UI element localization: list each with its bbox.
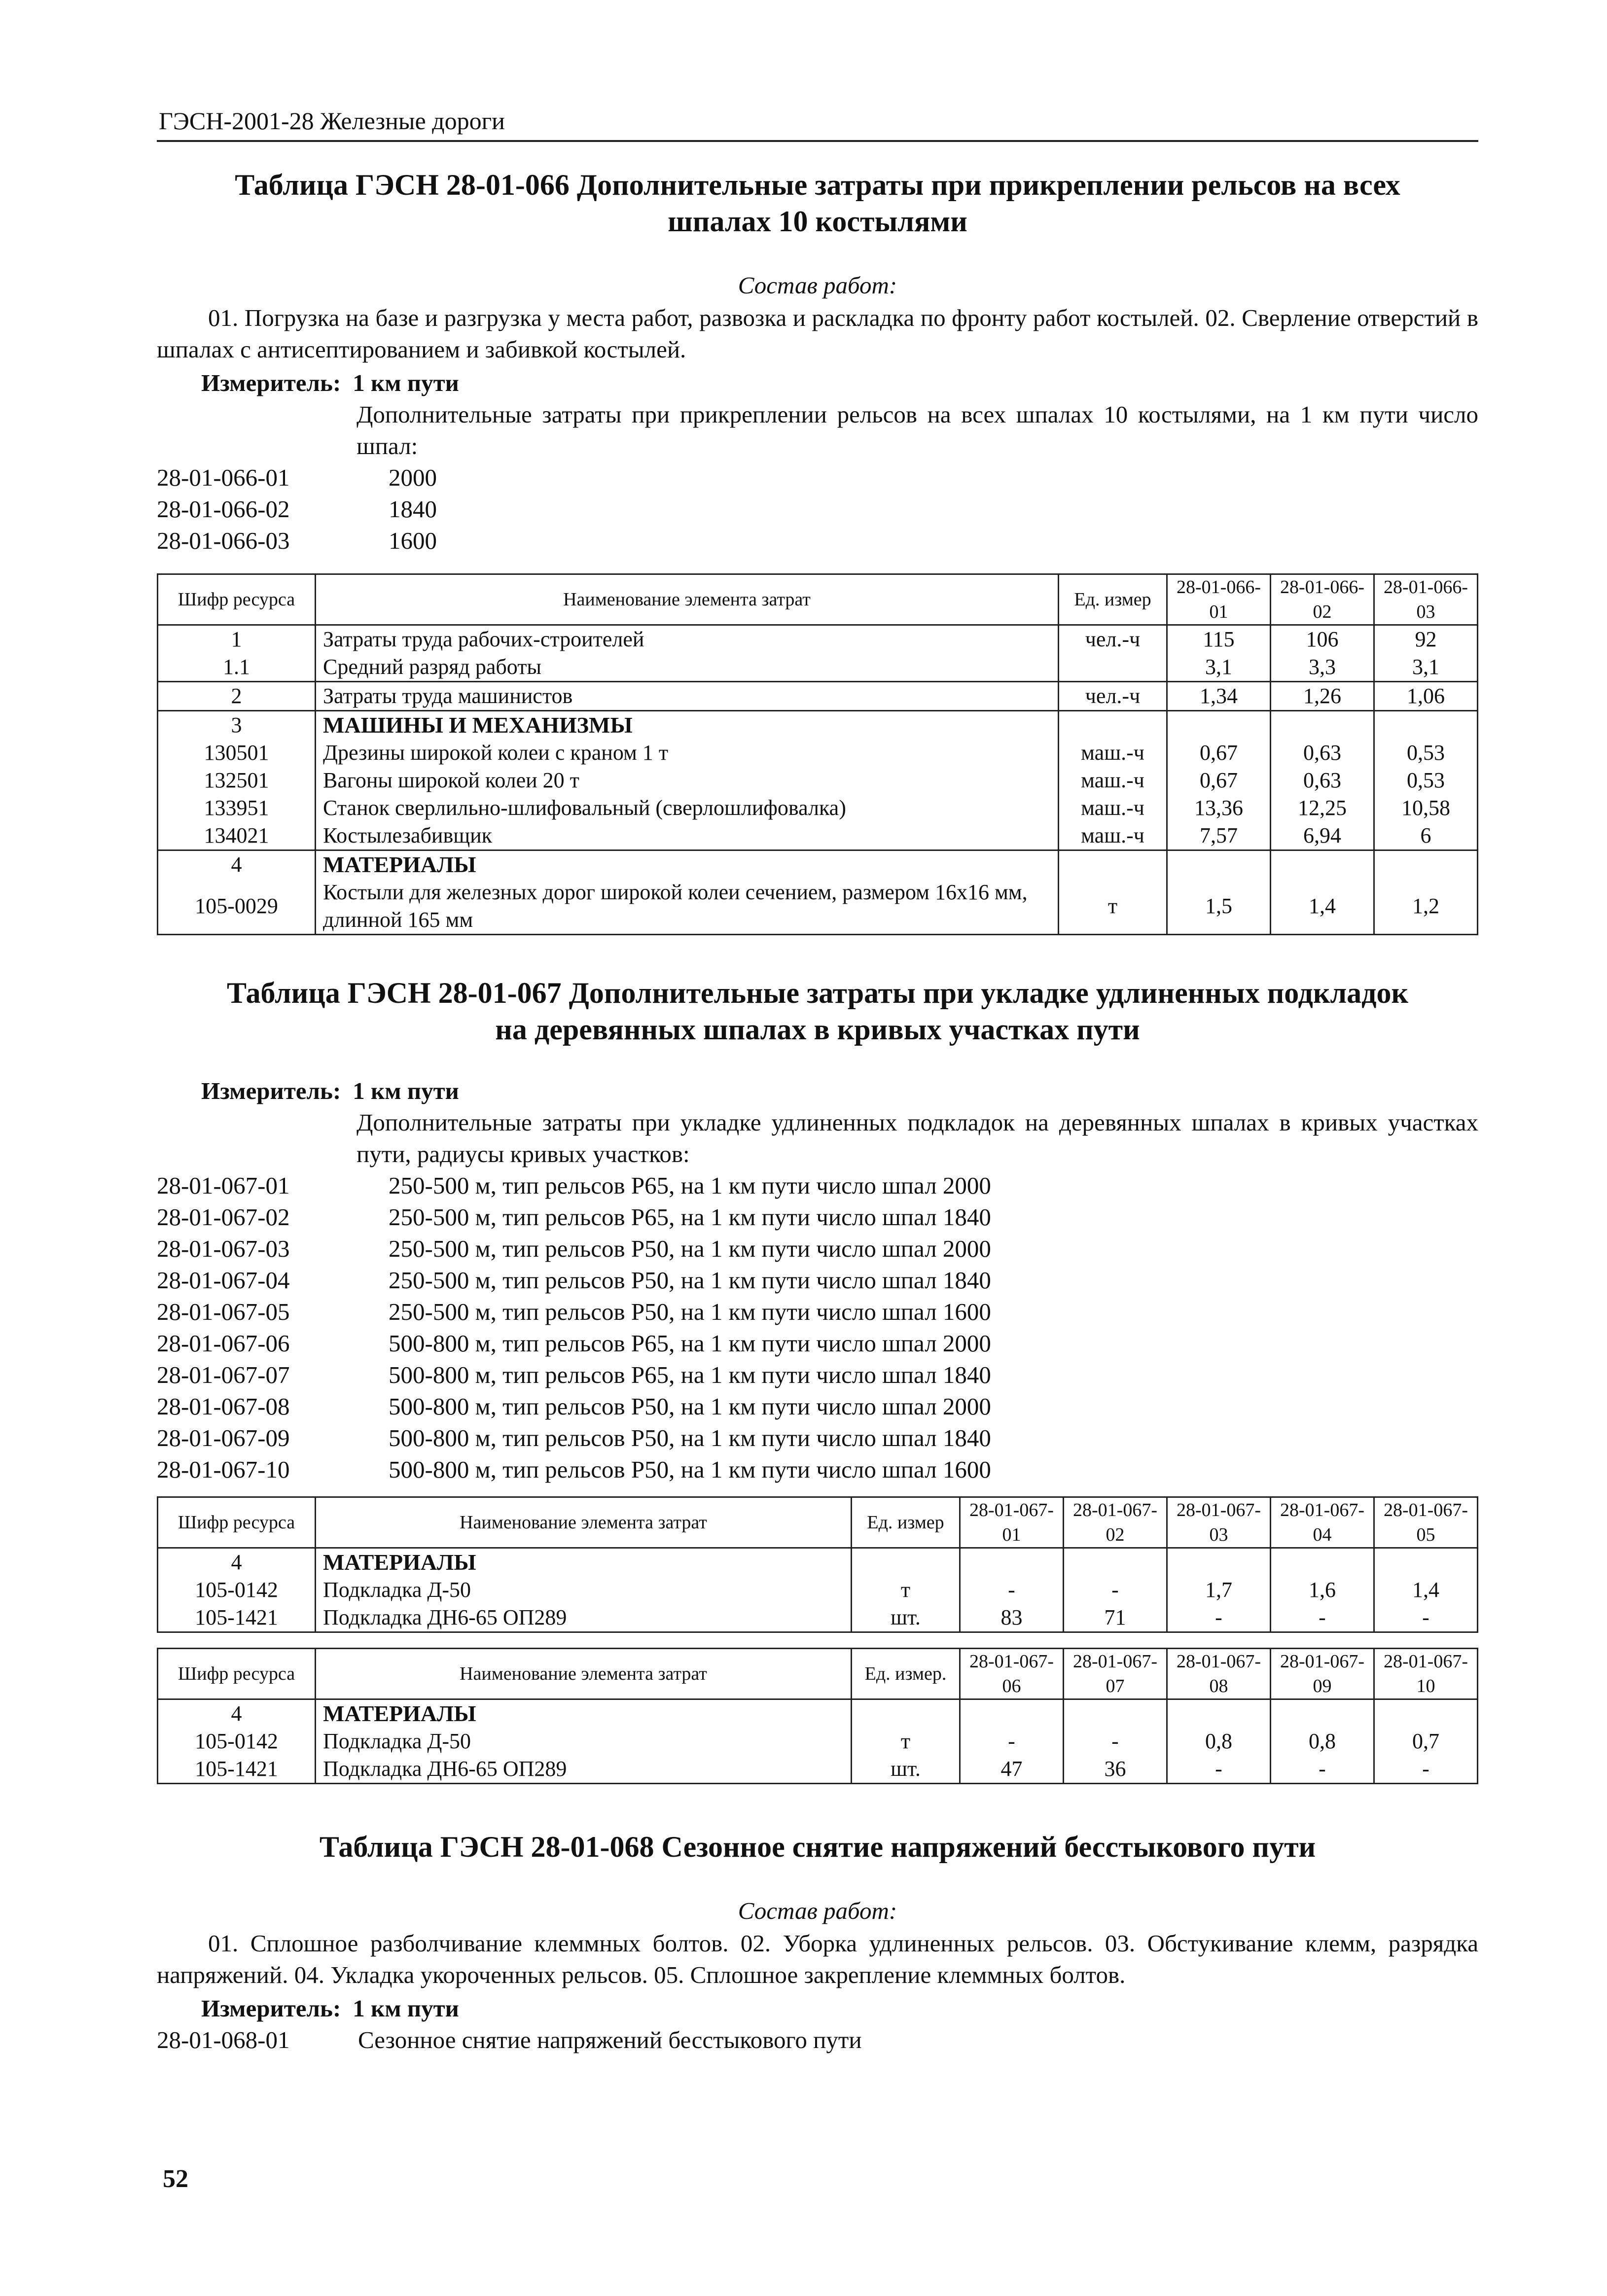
cell-norm-value: 71	[1064, 1604, 1167, 1632]
resource-table-067-a	[157, 1496, 1478, 1633]
cell-norm-value	[1167, 1548, 1271, 1577]
norm-value: 500-800 м, тип рельсов Р65, на 1 км пути число шпал 2000	[389, 1330, 991, 1357]
cell-norm-value: 13,36	[1167, 794, 1271, 822]
cell-norm-value: 0,8	[1271, 1728, 1374, 1755]
norm-value: 250-500 м, тип рельсов Р65, на 1 км пути число шпал 1840	[389, 1203, 991, 1231]
table-header-row	[158, 574, 1478, 625]
cell-resource-code: 130501	[158, 739, 316, 767]
norm-code: 28-01-067-10	[157, 1456, 290, 1483]
cell-norm-value: 0,53	[1374, 739, 1478, 767]
col-header-name: Наименование элемента затрат	[316, 1649, 852, 1699]
table-067-title	[157, 975, 1478, 1048]
cell-norm-value: 0,8	[1167, 1728, 1271, 1755]
table-068-title: Таблица ГЭСН 28-01-068 Сезонное снятие напряжений бесстыкового пути	[319, 1831, 1316, 1863]
cell-norm-value: -	[1271, 1755, 1374, 1784]
norm-code: 28-01-068-01	[157, 2026, 290, 2053]
table-066-title	[157, 167, 1478, 240]
cell-norm-value: 6,94	[1271, 822, 1374, 850]
norm-value: 250-500 м, тип рельсов Р50, на 1 км пути число шпал 2000	[389, 1235, 991, 1262]
cell-norm-value: 115	[1167, 625, 1271, 654]
cell-norm-value: 0,67	[1167, 739, 1271, 767]
col-header-norm: 28-01-067-02	[1064, 1497, 1167, 1548]
page-number: 52	[163, 2165, 188, 2193]
norm-code-row	[157, 1265, 1478, 1296]
norm-code: 28-01-067-05	[157, 1298, 290, 1325]
cell-norm-value	[1374, 711, 1478, 740]
cell-unit: маш.-ч	[1059, 767, 1167, 794]
resource-table-067-b	[157, 1648, 1478, 1784]
cell-element-name: МАТЕРИАЛЫ	[316, 1548, 852, 1577]
cell-resource-code: 1	[158, 625, 316, 654]
norm-description: Дополнительные затраты при прикреплении рельсов на всех шпалах 10 костылями, на 1 км пути число шпал:	[357, 401, 1478, 459]
cell-norm-value: -	[1374, 1604, 1478, 1632]
norm-value: 500-800 м, тип рельсов Р50, на 1 км пути число шпал 2000	[389, 1393, 991, 1420]
cell-resource-code: 2	[158, 682, 316, 711]
cell-unit	[1059, 850, 1167, 879]
cell-norm-value: -	[960, 1576, 1064, 1604]
cell-resource-code: 134021	[158, 822, 316, 850]
cell-norm-value: 0,67	[1167, 767, 1271, 794]
cell-norm-value: 47	[960, 1755, 1064, 1784]
table-header-row	[158, 1649, 1478, 1699]
cell-norm-value: 0,53	[1374, 767, 1478, 794]
cell-unit	[1059, 653, 1167, 682]
cell-norm-value: 3,3	[1271, 653, 1374, 682]
cell-resource-code: 105-0029	[158, 879, 316, 935]
cell-norm-value: 1,34	[1167, 682, 1271, 711]
cell-resource-code: 105-0142	[158, 1576, 316, 1604]
table-row	[158, 1576, 1478, 1604]
cell-norm-value	[1064, 1548, 1167, 1577]
cell-norm-value: 1,7	[1167, 1576, 1271, 1604]
col-header-norm: 28-01-066-02	[1271, 574, 1374, 625]
title-line: Таблица ГЭСН 28-01-066 Дополнительные затраты при прикреплении рельсов на всех	[235, 169, 1400, 201]
cell-unit: чел.-ч	[1059, 682, 1167, 711]
work-composition-text: 01. Погрузка на базе и разгрузка у места работ, развозка и раскладка по фронту работ костылей. 02. Сверление отверстий в шпалах с антисептированием и забивкой костылей.	[157, 304, 1478, 363]
title-line: Таблица ГЭСН 28-01-067 Дополнительные затраты при укладке удлиненных подкладок	[226, 977, 1409, 1009]
cell-unit: т	[852, 1576, 960, 1604]
cell-resource-code: 4	[158, 1548, 316, 1577]
col-header-name: Наименование элемента затрат	[316, 1497, 852, 1548]
cell-norm-value: 1,2	[1374, 879, 1478, 935]
cell-norm-value	[1064, 1699, 1167, 1728]
work-composition-text: 01. Сплошное разболчивание клеммных болтов. 02. Уборка удлиненных рельсов. 03. Обстукивание клемм, разрядка напряжений. 04. Укладка укороченных рельсов. 05. Сплошное закрепление клеммных болтов.	[157, 1930, 1478, 1988]
norm-code-row	[157, 1170, 1478, 1201]
norm-code-row	[157, 525, 1478, 557]
norm-code-row	[157, 1359, 1478, 1391]
cell-unit	[852, 1699, 960, 1728]
cell-unit	[852, 1548, 960, 1577]
cell-norm-value	[1167, 850, 1271, 879]
cell-norm-value: 10,58	[1374, 794, 1478, 822]
cell-unit: чел.-ч	[1059, 625, 1167, 654]
norm-value: 2000	[389, 464, 437, 491]
col-header-unit: Ед. измер	[1059, 574, 1167, 625]
col-header-code: Шифр ресурса	[158, 574, 316, 625]
cell-norm-value: 92	[1374, 625, 1478, 654]
cell-norm-value: 1,6	[1271, 1576, 1374, 1604]
norm-value: Сезонное снятие напряжений бесстыкового пути	[358, 2026, 862, 2053]
cell-norm-value: -	[1167, 1755, 1271, 1784]
unit-value: 1 км пути	[353, 1077, 459, 1104]
unit-of-measure	[157, 1075, 1478, 1107]
unit-label: Измеритель:	[201, 369, 341, 396]
cell-norm-value: 6	[1374, 822, 1478, 850]
norm-code-list	[157, 2024, 1478, 2056]
cell-norm-value: 83	[960, 1604, 1064, 1632]
table-header-row	[158, 1497, 1478, 1548]
table-row	[158, 1755, 1478, 1784]
cell-element-name: Подкладка Д-50	[316, 1576, 852, 1604]
norm-code-list	[157, 1170, 1478, 1485]
col-header-norm: 28-01-067-08	[1167, 1649, 1271, 1699]
cell-resource-code: 105-1421	[158, 1604, 316, 1632]
cell-unit: маш.-ч	[1059, 794, 1167, 822]
cell-norm-value: 1,4	[1374, 1576, 1478, 1604]
unit-label: Измеритель:	[201, 1995, 341, 2022]
cell-element-name: Затраты труда рабочих-строителей	[316, 625, 1059, 654]
cell-element-name: МАТЕРИАЛЫ	[316, 850, 1059, 879]
cell-unit: маш.-ч	[1059, 739, 1167, 767]
cell-resource-code: 105-1421	[158, 1755, 316, 1784]
cell-norm-value: -	[1064, 1576, 1167, 1604]
cell-element-name: Средний разряд работы	[316, 653, 1059, 682]
norm-code-row	[157, 1454, 1478, 1485]
work-composition-label: Состав работ:	[738, 272, 897, 299]
table-row	[158, 1548, 1478, 1577]
cell-element-name: Дрезины широкой колеи с краном 1 т	[316, 739, 1059, 767]
norm-code-row	[157, 1422, 1478, 1454]
norm-code: 28-01-067-09	[157, 1424, 290, 1451]
norm-value: 500-800 м, тип рельсов Р50, на 1 км пути число шпал 1840	[389, 1424, 991, 1451]
col-header-norm: 28-01-067-01	[960, 1497, 1064, 1548]
col-header-norm: 28-01-067-10	[1374, 1649, 1478, 1699]
norm-code: 28-01-067-06	[157, 1330, 290, 1357]
cell-norm-value	[1374, 1548, 1478, 1577]
col-header-norm: 28-01-067-07	[1064, 1649, 1167, 1699]
table-row	[158, 794, 1478, 822]
norm-value: 250-500 м, тип рельсов Р65, на 1 км пути число шпал 2000	[389, 1172, 991, 1199]
cell-resource-code: 132501	[158, 767, 316, 794]
cell-norm-value	[1271, 1548, 1374, 1577]
cell-norm-value: -	[1374, 1755, 1478, 1784]
table-row	[158, 1728, 1478, 1755]
cell-unit	[1059, 711, 1167, 740]
cell-element-name: Костылезабивщик	[316, 822, 1059, 850]
cell-norm-value: 0,63	[1271, 767, 1374, 794]
norm-code: 28-01-067-08	[157, 1393, 290, 1420]
cell-element-name: Подкладка ДН6-65 ОП289	[316, 1604, 852, 1632]
work-composition-label: Состав работ:	[738, 1897, 897, 1924]
cell-resource-code: 4	[158, 1699, 316, 1728]
norm-value: 250-500 м, тип рельсов Р50, на 1 км пути число шпал 1600	[389, 1298, 991, 1325]
norm-code: 28-01-067-03	[157, 1235, 290, 1262]
unit-value: 1 км пути	[353, 369, 459, 396]
table-row	[158, 850, 1478, 879]
cell-element-name: Станок сверлильно-шлифовальный (сверлошлифовалка)	[316, 794, 1059, 822]
norm-code-row	[157, 2024, 1478, 2056]
cell-element-name: Вагоны широкой колеи 20 т	[316, 767, 1059, 794]
col-header-norm: 28-01-067-04	[1271, 1497, 1374, 1548]
cell-unit: маш.-ч	[1059, 822, 1167, 850]
table-row	[158, 625, 1478, 654]
norm-code: 28-01-066-03	[157, 527, 290, 554]
table-row	[158, 739, 1478, 767]
running-header: ГЭСН-2001-28 Железные дороги	[159, 107, 505, 135]
cell-unit: шт.	[852, 1604, 960, 1632]
cell-norm-value: 3,1	[1167, 653, 1271, 682]
cell-norm-value: -	[1064, 1728, 1167, 1755]
cell-norm-value: 7,57	[1167, 822, 1271, 850]
norm-value: 1600	[389, 527, 437, 554]
norm-code-row	[157, 1391, 1478, 1422]
cell-norm-value	[1374, 1699, 1478, 1728]
norm-code-row	[157, 494, 1478, 525]
cell-norm-value: 0,7	[1374, 1728, 1478, 1755]
table-row	[158, 653, 1478, 682]
norm-code-row	[157, 1328, 1478, 1359]
cell-norm-value: 0,63	[1271, 739, 1374, 767]
norm-value: 500-800 м, тип рельсов Р50, на 1 км пути число шпал 1600	[389, 1456, 991, 1483]
table-row	[158, 822, 1478, 850]
col-header-norm: 28-01-066-03	[1374, 574, 1478, 625]
cell-norm-value: 3,1	[1374, 653, 1478, 682]
cell-resource-code: 133951	[158, 794, 316, 822]
unit-of-measure	[157, 1993, 1478, 2024]
cell-element-name: Костыли для железных дорог широкой колеи сечением, размером 16х16 мм, длинной 165 мм	[316, 879, 1059, 935]
cell-norm-value: -	[1167, 1604, 1271, 1632]
norm-code: 28-01-066-02	[157, 495, 290, 523]
cell-norm-value	[1271, 1699, 1374, 1728]
col-header-code: Шифр ресурса	[158, 1497, 316, 1548]
cell-norm-value: -	[960, 1728, 1064, 1755]
cell-norm-value	[1271, 850, 1374, 879]
document-page	[157, 105, 1478, 2056]
cell-norm-value	[960, 1548, 1064, 1577]
cell-element-name: Подкладка Д-50	[316, 1728, 852, 1755]
norm-code-row	[157, 1201, 1478, 1233]
cell-norm-value	[960, 1699, 1064, 1728]
cell-element-name: Подкладка ДН6-65 ОП289	[316, 1755, 852, 1784]
col-header-unit: Ед. измер	[852, 1497, 960, 1548]
cell-norm-value	[1374, 850, 1478, 879]
cell-norm-value	[1167, 1699, 1271, 1728]
table-row	[158, 682, 1478, 711]
cell-unit: т	[852, 1728, 960, 1755]
cell-resource-code: 4	[158, 850, 316, 879]
norm-code: 28-01-066-01	[157, 464, 290, 491]
norm-code: 28-01-067-01	[157, 1172, 290, 1199]
col-header-name: Наименование элемента затрат	[316, 574, 1059, 625]
unit-label: Измеритель:	[201, 1077, 341, 1104]
cell-element-name: МАТЕРИАЛЫ	[316, 1699, 852, 1728]
col-header-unit: Ед. измер.	[852, 1649, 960, 1699]
norm-value: 250-500 м, тип рельсов Р50, на 1 км пути число шпал 1840	[389, 1267, 991, 1294]
cell-unit: шт.	[852, 1755, 960, 1784]
cell-element-name: МАШИНЫ И МЕХАНИЗМЫ	[316, 711, 1059, 740]
cell-norm-value: 36	[1064, 1755, 1167, 1784]
col-header-code: Шифр ресурса	[158, 1649, 316, 1699]
table-row	[158, 711, 1478, 740]
norm-code: 28-01-067-02	[157, 1203, 290, 1231]
title-line: на деревянных шпалах в кривых участках пути	[495, 1013, 1140, 1046]
cell-element-name: Затраты труда машинистов	[316, 682, 1059, 711]
norm-code-list	[157, 462, 1478, 557]
col-header-norm: 28-01-067-06	[960, 1649, 1064, 1699]
norm-code: 28-01-067-04	[157, 1267, 290, 1294]
cell-norm-value	[1167, 711, 1271, 740]
cell-norm-value: 1,5	[1167, 879, 1271, 935]
cell-unit: т	[1059, 879, 1167, 935]
cell-resource-code: 3	[158, 711, 316, 740]
table-row	[158, 1699, 1478, 1728]
cell-norm-value	[1271, 711, 1374, 740]
cell-norm-value: 106	[1271, 625, 1374, 654]
table-row	[158, 879, 1478, 935]
unit-value: 1 км пути	[353, 1995, 459, 2022]
cell-norm-value: 1,4	[1271, 879, 1374, 935]
table-row	[158, 1604, 1478, 1632]
unit-of-measure	[157, 367, 1478, 399]
norm-code: 28-01-067-07	[157, 1361, 290, 1388]
norm-value: 1840	[389, 495, 437, 523]
cell-norm-value: 1,06	[1374, 682, 1478, 711]
cell-resource-code: 1.1	[158, 653, 316, 682]
header-rule	[157, 140, 1478, 142]
resource-table-066	[157, 573, 1478, 935]
norm-code-row	[157, 1233, 1478, 1265]
cell-resource-code: 105-0142	[158, 1728, 316, 1755]
cell-norm-value: 12,25	[1271, 794, 1374, 822]
table-row	[158, 767, 1478, 794]
norm-description: Дополнительные затраты при укладке удлиненных подкладок на деревянных шпалах в кривых участках пути, радиусы кривых участков:	[357, 1109, 1478, 1167]
col-header-norm: 28-01-067-05	[1374, 1497, 1478, 1548]
norm-code-row	[157, 462, 1478, 494]
col-header-norm: 28-01-067-09	[1271, 1649, 1374, 1699]
norm-code-row	[157, 1296, 1478, 1328]
col-header-norm: 28-01-066-01	[1167, 574, 1271, 625]
cell-norm-value: 1,26	[1271, 682, 1374, 711]
cell-norm-value: -	[1271, 1604, 1374, 1632]
norm-value: 500-800 м, тип рельсов Р65, на 1 км пути число шпал 1840	[389, 1361, 991, 1388]
col-header-norm: 28-01-067-03	[1167, 1497, 1271, 1548]
title-line: шпалах 10 костылями	[668, 205, 967, 238]
